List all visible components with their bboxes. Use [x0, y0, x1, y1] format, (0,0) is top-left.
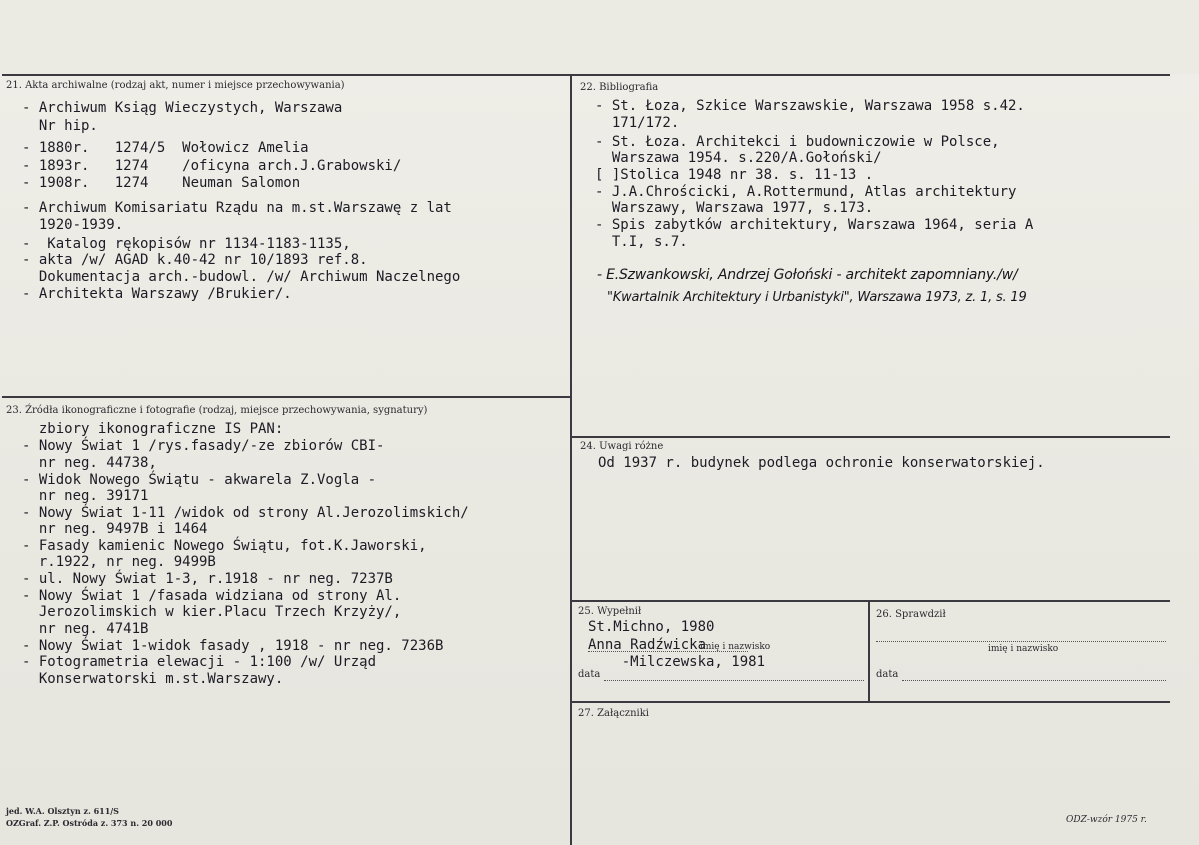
- section-24-text: Od 1937 r. budynek podlega ochronie konserwatorskiej.: [598, 455, 1045, 471]
- section-21-line: Nr hip.: [22, 118, 98, 134]
- section-22-line: - J.A.Chrościcki, A.Rottermund, Atlas architektury: [595, 184, 1017, 200]
- section-21-line: - Architekta Warszawy /Brukier/.: [22, 286, 292, 302]
- section-21-line: Dokumentacja arch.-budowl. /w/ Archiwum Naczelnego: [22, 269, 461, 285]
- section-24-label: 24. Uwagi różne: [580, 441, 664, 452]
- section-26-label: 26. Sprawdził: [876, 609, 946, 620]
- top-rule: [2, 74, 1170, 76]
- section-23-line: nr neg. 4741B: [22, 621, 149, 637]
- section-22-handwritten-line: - E.Szwankowski, Andrzej Gołoński - architekt zapomniany./w/: [597, 267, 1018, 283]
- section-22-handwritten-line: "Kwartalnik Architektury i Urbanistyki", Warszawa 1973, z. 1, s. 19: [607, 290, 1027, 305]
- rule-25-27: [572, 701, 1170, 703]
- section-23-line: - Nowy Świat 1-widok fasady , 1918 - nr neg. 7236B: [22, 638, 444, 654]
- section-27-label: 27. Załączniki: [578, 708, 649, 719]
- section-22-line: [ ]Stolica 1948 nr 38. s. 11-13 .: [595, 167, 874, 183]
- section-23-line: nr neg. 9497B i 1464: [22, 521, 208, 537]
- section-23-line: nr neg. 39171: [22, 488, 149, 504]
- checked-by-name-rule: [876, 641, 1166, 642]
- filled-by-line: Anna Radźwicka: [588, 637, 707, 653]
- card-top-margin: [0, 0, 1199, 74]
- checked-by-date-label: data: [876, 669, 899, 680]
- section-23-line: - ul. Nowy Świat 1-3, r.1918 - nr neg. 7237B: [22, 571, 393, 587]
- section-21-label: 21. Akta archiwalne (rodzaj akt, numer i miejsce przechowywania): [6, 80, 345, 91]
- center-divider: [570, 75, 572, 845]
- section-22-line: - Spis zabytków architektury, Warszawa 1964, seria A: [595, 217, 1034, 233]
- section-21-line: - 1893r. 1274 /oficyna arch.J.Grabowski/: [22, 158, 402, 174]
- section-21-line: - 1880r. 1274/5 Wołowicz Amelia: [22, 140, 309, 156]
- section-23-line: zbiory ikonograficzne IS PAN:: [22, 421, 284, 437]
- rule-21-23: [2, 396, 570, 398]
- section-22-line: - St. Łoza. Architekci i budowniczowie w Polsce,: [595, 134, 1000, 150]
- section-21-line: - akta /w/ AGAD k.40-42 nr 10/1893 ref.8.: [22, 252, 368, 268]
- checked-by-date-rule: [902, 680, 1166, 681]
- section-23-line: - Fotogrametria elewacji - 1:100 /w/ Urząd: [22, 654, 377, 670]
- filled-by-line: St.Michno, 1980: [588, 619, 715, 635]
- section-23-line: Konserwatorski m.st.Warszawy.: [22, 671, 284, 687]
- section-23-line: - Nowy Świat 1-11 /widok od strony Al.Jerozolimskich/: [22, 505, 469, 521]
- section-23-line: Jerozolimskich w kier.Placu Trzech Krzyży/,: [22, 604, 402, 620]
- filled-by-date-rule: [604, 680, 864, 681]
- rule-22-24: [572, 436, 1170, 438]
- filled-by-line: -Milczewska, 1981: [588, 654, 766, 670]
- section-25-label: 25. Wypełnił: [578, 606, 642, 617]
- section-22-line: - St. Łoza, Szkice Warszawskie, Warszawa 1958 s.42.: [595, 98, 1025, 114]
- section-21-line: 1920-1939.: [22, 217, 124, 233]
- section-22-label: 22. Bibliografia: [580, 82, 659, 93]
- section-23-line: nr neg. 44738,: [22, 455, 157, 471]
- section-23-line: - Nowy Świat 1 /rys.fasady/-ze zbiorów CBI-: [22, 438, 385, 454]
- filled-by-date-label: data: [578, 669, 601, 680]
- printer-imprint-line: OZGraf. Z.P. Ostróda z. 373 n. 20 000: [6, 818, 173, 828]
- section-21-line: - Archiwum Ksiąg Wieczystych, Warszawa: [22, 100, 343, 116]
- section-23-line: r.1922, nr neg. 9499B: [22, 554, 216, 570]
- section-23-label: 23. Źródła ikonograficzne i fotografie (rodzaj, miejsce przechowywania, sygnatury): [6, 405, 428, 416]
- checked-by-name-caption: imię i nazwisko: [988, 644, 1059, 654]
- section-23-line: - Widok Nowego Świątu - akwarela Z.Vogla -: [22, 472, 377, 488]
- section-22-line: 171/172.: [595, 115, 680, 131]
- form-template-id: ODZ-wzór 1975 r.: [1066, 815, 1147, 825]
- divider-25-26: [868, 601, 870, 701]
- printer-imprint-line: jed. W.A. Olsztyn z. 611/S: [6, 806, 119, 816]
- section-22-line: T.I, s.7.: [595, 234, 688, 250]
- section-21-line: - 1908r. 1274 Neuman Salomon: [22, 175, 301, 191]
- section-22-line: Warszawa 1954. s.220/A.Gołoński/: [595, 150, 882, 166]
- rule-24-25: [572, 600, 1170, 602]
- section-23-line: - Fasady kamienic Nowego Świątu, fot.K.Jaworski,: [22, 538, 427, 554]
- section-22-line: Warszawy, Warszawa 1977, s.173.: [595, 200, 874, 216]
- section-21-line: - Katalog rękopisów nr 1134-1183-1135,: [22, 236, 351, 252]
- section-23-line: - Nowy Świat 1 /fasada widziana od strony Al.: [22, 588, 402, 604]
- section-21-line: - Archiwum Komisariatu Rządu na m.st.Warszawę z lat: [22, 200, 452, 216]
- filled-by-name-caption: imię i nazwisko: [700, 642, 771, 652]
